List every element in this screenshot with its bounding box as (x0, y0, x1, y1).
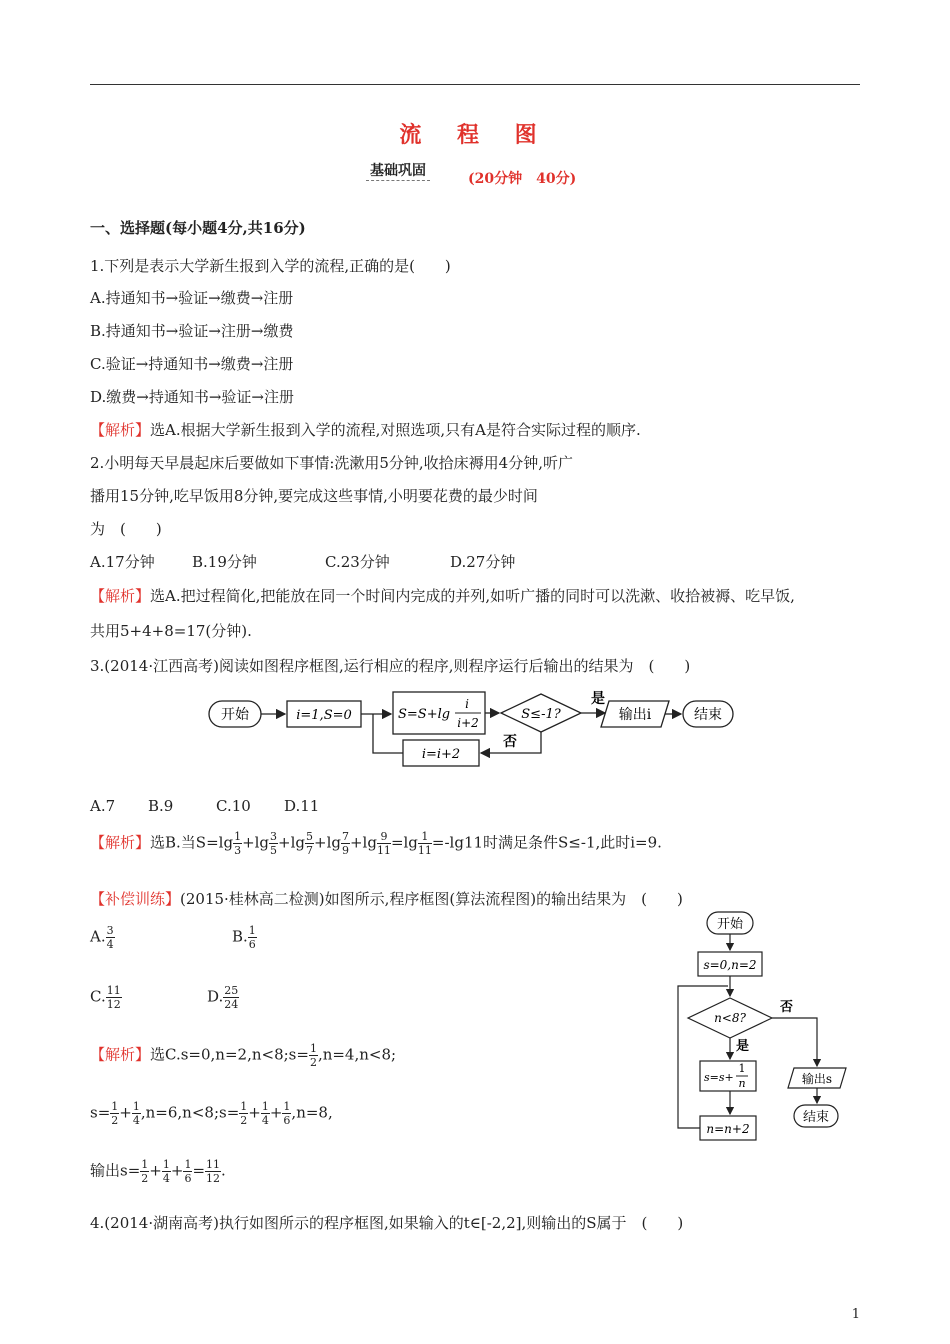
supp-option-c: C. $\frac{11}{12}$ (90, 984, 121, 1011)
supp-condition-label: n<8? (714, 1011, 746, 1025)
answer-tag: 【解析】 (90, 587, 151, 605)
supp-no-label: 否 (780, 1000, 794, 1015)
q3-option-c: C.10 (216, 797, 251, 815)
q3-yes-label: 是 (591, 691, 605, 707)
header-rule (90, 84, 860, 85)
q4-stem: 4.(2014·湖南高考)执行如图所示的程序框图,如果输入的t∈[-2,2],则输出的S属于 ( ) (90, 1214, 684, 1232)
supp-update-label: s=s+ (704, 1071, 734, 1084)
supp-option-a: A. $\frac{3}{4}$ (90, 924, 114, 951)
supp-increment-label: n=n+2 (706, 1122, 750, 1136)
supp-output-label: 输出s (801, 1072, 833, 1086)
q3-update-label: S=S+lg (398, 707, 451, 722)
supp-answer-3: 输出s= $\frac{1}{2}$ + $\frac{1}{4}$ + $\frac{1}{6}$ = $\frac{11}{12}$ . (90, 1158, 226, 1185)
q3-option-d: D.11 (284, 797, 320, 815)
q2-option-b: B.19分钟 (192, 553, 257, 571)
supp-start-label: 开始 (716, 917, 744, 932)
q2-option-a: A.17分钟 (90, 553, 155, 571)
supp-stem: 【补偿训练】(2015·桂林高二检测)如图所示,程序框图(算法流程图)的输出结果为 ( ) (90, 890, 683, 908)
q3-init-label: i=1,S=0 (296, 708, 352, 723)
supp-answer-2: s= $\frac{1}{2}$ + $\frac{1}{4}$ ,n=6,n<8;s= $\frac{1}{2}$ + $\frac{1}{4}$ + $\frac{1}{6}$ ,n=8, (90, 1100, 333, 1127)
supp-option-d: D. $\frac{25}{24}$ (207, 984, 239, 1011)
q1-option-a: A.持通知书→验证→缴费→注册 (90, 289, 294, 307)
q3-answer: 【解析】选B.当S=lg $\frac{1}{3}$ +lg $\frac{3}{5}$ +lg $\frac{5}{7}$ +lg $\frac{7}{9}$ +lg $\frac{9}{11}$ =lg $\frac{1}{11}$ =-lg11时满足条件S≤-1,此时i=9. (90, 830, 662, 857)
supp-option-b: B. $\frac{1}{6}$ (232, 924, 256, 951)
fraction: $\frac{3}{5}$ (270, 830, 278, 857)
q1-option-d: D.缴费→持通知书→验证→注册 (90, 388, 294, 406)
q2-stem-1: 2.小明每天早晨起床后要做如下事情:洗漱用5分钟,收拾床褥用4分钟,听广 (90, 454, 573, 472)
fraction: $\frac{5}{7}$ (306, 830, 313, 857)
page-title: 流 程 图 (399, 122, 551, 148)
q2-option-d: D.27分钟 (450, 553, 516, 571)
supp-init-label: s=0,n=2 (703, 958, 757, 972)
q3-flowchart (205, 688, 745, 770)
q3-update-den: i+2 (457, 716, 479, 730)
fraction: $\frac{9}{11}$ (376, 830, 391, 857)
time-score: (20分钟 40分) (468, 171, 577, 187)
answer-tag: 【解析】 (90, 833, 151, 852)
supp-answer-1: 【解析】选C.s=0,n=2,n<8;s= $\frac{1}{2}$ ,n=4,n<8; (90, 1042, 397, 1069)
q1-stem: 1.下列是表示大学新生报到入学的流程,正确的是( ) (90, 257, 451, 275)
q3-update-num: i (465, 697, 469, 711)
q3-condition-label: S≤-1? (521, 707, 561, 722)
q3-no-label: 否 (503, 734, 517, 750)
q2-option-c: C.23分钟 (325, 553, 390, 571)
supp-end-label: 结束 (802, 1110, 830, 1125)
answer-tag: 【解析】 (90, 1045, 151, 1064)
q3-start-label: 开始 (221, 707, 249, 723)
section-heading: 一、选择题(每小题4分,共16分) (90, 219, 306, 237)
fraction: $\frac{1}{11}$ (417, 830, 432, 857)
q2-answer-2: 共用5+4+8=17(分钟). (90, 622, 252, 640)
page-number: 1 (851, 1307, 860, 1322)
q3-option-b: B.9 (148, 797, 174, 815)
q3-stem: 3.(2014·江西高考)阅读如图程序框图,运行相应的程序,则程序运行后输出的结果为 ( ) (90, 657, 691, 675)
q3-increment-label: i=i+2 (421, 747, 461, 762)
q1-answer: 【解析】选A.根据大学新生报到入学的流程,对照选项,只有A是符合实际过程的顺序. (90, 421, 641, 439)
fraction: $\frac{1}{3}$ (234, 830, 242, 857)
section-badge: 基础巩固 (366, 160, 430, 181)
q3-output-label: 输出i (618, 707, 652, 723)
q1-option-c: C.验证→持通知书→缴费→注册 (90, 355, 294, 373)
supp-tag: 【补偿训练】 (90, 890, 181, 908)
supp-flowchart (670, 908, 870, 1153)
answer-tag: 【解析】 (90, 421, 151, 439)
q3-option-a: A.7 (90, 797, 116, 815)
q3-end-label: 结束 (694, 707, 722, 723)
q2-stem-3: 为 ( ) (90, 520, 162, 538)
supp-update-den: n (738, 1077, 746, 1090)
q2-stem-2: 播用15分钟,吃早饭用8分钟,要完成这些事情,小明要花费的最少时间 (90, 487, 538, 505)
supp-update-num: 1 (738, 1062, 746, 1075)
q2-answer-1: 【解析】选A.把过程简化,把能放在同一个时间内完成的并列,如听广播的同时可以洗漱、收拾被褥、吃早饭, (90, 587, 795, 605)
fraction: $\frac{7}{9}$ (341, 830, 349, 857)
supp-yes-label: 是 (736, 1039, 750, 1054)
q1-option-b: B.持通知书→验证→注册→缴费 (90, 322, 294, 340)
